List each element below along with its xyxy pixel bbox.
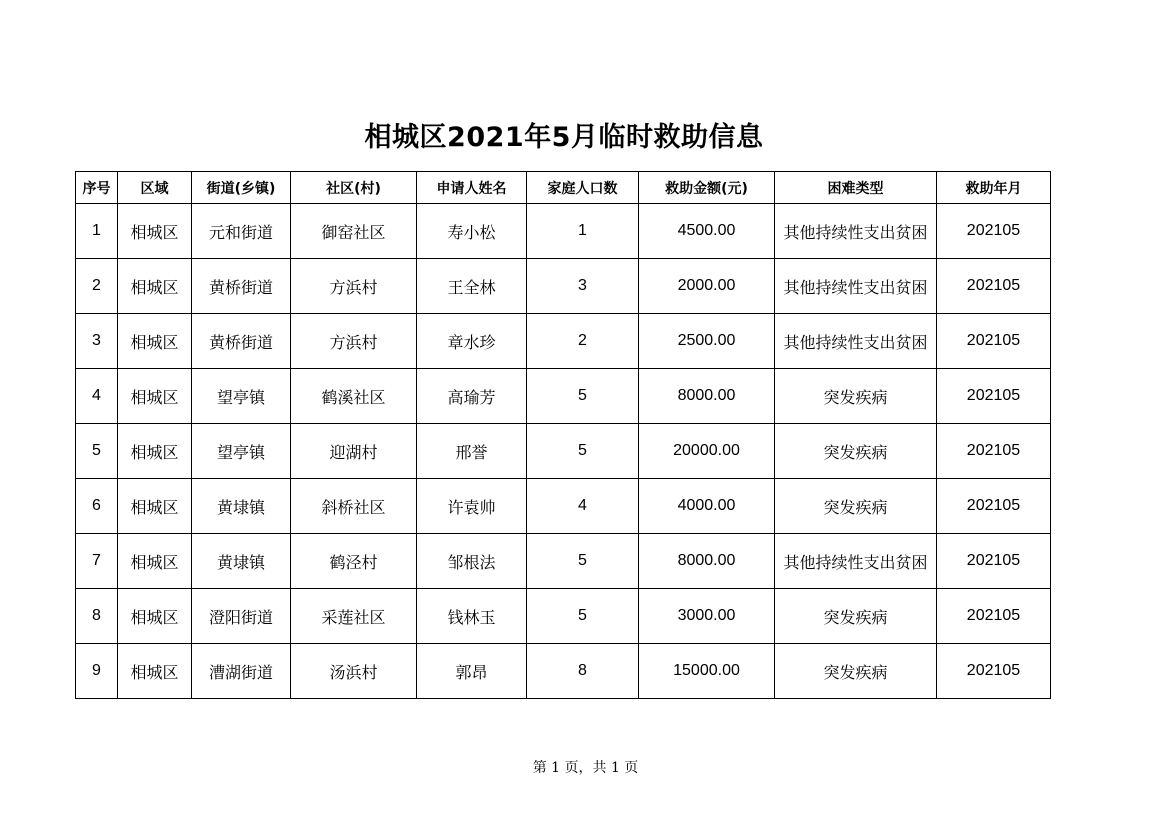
cell-applicant-name: 许袁帅 xyxy=(417,479,527,534)
cell-index: 9 xyxy=(76,644,118,699)
table-row xyxy=(76,424,1051,479)
cell-applicant-name: 章水珍 xyxy=(417,314,527,369)
cell-index: 1 xyxy=(76,204,118,259)
cell-applicant-name: 邢誉 xyxy=(417,424,527,479)
cell-applicant-name: 王全林 xyxy=(417,259,527,314)
cell-district: 相城区 xyxy=(118,259,192,314)
cell-relief-month: 202105 xyxy=(937,644,1051,699)
cell-applicant-name: 邹根法 xyxy=(417,534,527,589)
cell-hardship-type: 突发疾病 xyxy=(775,479,937,534)
header-district: 区域 xyxy=(118,172,192,204)
cell-household-size: 1 xyxy=(527,204,639,259)
cell-community-village: 采莲社区 xyxy=(291,589,417,644)
cell-street-town: 黄埭镇 xyxy=(192,479,291,534)
cell-applicant-name: 钱林玉 xyxy=(417,589,527,644)
cell-household-size: 3 xyxy=(527,259,639,314)
table-row xyxy=(76,369,1051,424)
cell-relief-month: 202105 xyxy=(937,479,1051,534)
cell-hardship-type: 其他持续性支出贫困 xyxy=(775,259,937,314)
cell-district: 相城区 xyxy=(118,589,192,644)
cell-street-town: 望亭镇 xyxy=(192,424,291,479)
cell-household-size: 5 xyxy=(527,589,639,644)
cell-district: 相城区 xyxy=(118,204,192,259)
table-row xyxy=(76,259,1051,314)
cell-household-size: 8 xyxy=(527,644,639,699)
header-household-size: 家庭人口数 xyxy=(527,172,639,204)
cell-community-village: 御窑社区 xyxy=(291,204,417,259)
cell-relief-month: 202105 xyxy=(937,534,1051,589)
table-header-row xyxy=(76,172,1051,204)
table-row xyxy=(76,204,1051,259)
header-index: 序号 xyxy=(76,172,118,204)
header-relief-month: 救助年月 xyxy=(937,172,1051,204)
table-row xyxy=(76,479,1051,534)
cell-index: 6 xyxy=(76,479,118,534)
document-title: 相城区2021年5月临时救助信息 xyxy=(364,122,764,153)
cell-relief-month: 202105 xyxy=(937,259,1051,314)
cell-household-size: 5 xyxy=(527,369,639,424)
cell-street-town: 澄阳街道 xyxy=(192,589,291,644)
relief-info-table xyxy=(75,171,1051,699)
table-body xyxy=(76,204,1051,699)
cell-household-size: 4 xyxy=(527,479,639,534)
cell-community-village: 斜桥社区 xyxy=(291,479,417,534)
cell-district: 相城区 xyxy=(118,534,192,589)
cell-street-town: 黄桥街道 xyxy=(192,314,291,369)
cell-community-village: 迎湖村 xyxy=(291,424,417,479)
cell-community-village: 鹤溪社区 xyxy=(291,369,417,424)
cell-hardship-type: 突发疾病 xyxy=(775,644,937,699)
cell-street-town: 漕湖街道 xyxy=(192,644,291,699)
cell-street-town: 黄埭镇 xyxy=(192,534,291,589)
cell-hardship-type: 其他持续性支出贫困 xyxy=(775,314,937,369)
table-row xyxy=(76,589,1051,644)
cell-index: 3 xyxy=(76,314,118,369)
cell-relief-amount: 4000.00 xyxy=(639,479,775,534)
page-footer: 第 1 页，共 1 页 xyxy=(532,760,639,776)
cell-district: 相城区 xyxy=(118,369,192,424)
cell-hardship-type: 突发疾病 xyxy=(775,589,937,644)
cell-relief-amount: 8000.00 xyxy=(639,369,775,424)
cell-relief-amount: 4500.00 xyxy=(639,204,775,259)
cell-applicant-name: 郭昂 xyxy=(417,644,527,699)
cell-index: 2 xyxy=(76,259,118,314)
cell-community-village: 方浜村 xyxy=(291,314,417,369)
cell-community-village: 方浜村 xyxy=(291,259,417,314)
cell-district: 相城区 xyxy=(118,314,192,369)
header-community-village: 社区(村) xyxy=(291,172,417,204)
cell-hardship-type: 突发疾病 xyxy=(775,424,937,479)
header-street-town: 街道(乡镇) xyxy=(192,172,291,204)
cell-relief-month: 202105 xyxy=(937,204,1051,259)
header-applicant-name: 申请人姓名 xyxy=(417,172,527,204)
cell-index: 8 xyxy=(76,589,118,644)
cell-district: 相城区 xyxy=(118,424,192,479)
cell-relief-amount: 15000.00 xyxy=(639,644,775,699)
cell-relief-month: 202105 xyxy=(937,424,1051,479)
cell-relief-month: 202105 xyxy=(937,589,1051,644)
cell-relief-month: 202105 xyxy=(937,369,1051,424)
cell-household-size: 2 xyxy=(527,314,639,369)
cell-relief-amount: 2500.00 xyxy=(639,314,775,369)
cell-street-town: 黄桥街道 xyxy=(192,259,291,314)
cell-community-village: 鹤泾村 xyxy=(291,534,417,589)
header-hardship-type: 困难类型 xyxy=(775,172,937,204)
cell-hardship-type: 其他持续性支出贫困 xyxy=(775,534,937,589)
cell-index: 5 xyxy=(76,424,118,479)
cell-household-size: 5 xyxy=(527,534,639,589)
table-row xyxy=(76,314,1051,369)
cell-relief-amount: 8000.00 xyxy=(639,534,775,589)
cell-hardship-type: 突发疾病 xyxy=(775,369,937,424)
cell-community-village: 汤浜村 xyxy=(291,644,417,699)
cell-district: 相城区 xyxy=(118,479,192,534)
table-row xyxy=(76,644,1051,699)
cell-relief-amount: 2000.00 xyxy=(639,259,775,314)
cell-street-town: 元和街道 xyxy=(192,204,291,259)
cell-household-size: 5 xyxy=(527,424,639,479)
table-row xyxy=(76,534,1051,589)
header-relief-amount: 救助金额(元) xyxy=(639,172,775,204)
cell-relief-month: 202105 xyxy=(937,314,1051,369)
cell-applicant-name: 高瑜芳 xyxy=(417,369,527,424)
cell-street-town: 望亭镇 xyxy=(192,369,291,424)
cell-district: 相城区 xyxy=(118,644,192,699)
cell-applicant-name: 寿小松 xyxy=(417,204,527,259)
cell-index: 7 xyxy=(76,534,118,589)
cell-relief-amount: 3000.00 xyxy=(639,589,775,644)
cell-hardship-type: 其他持续性支出贫困 xyxy=(775,204,937,259)
cell-relief-amount: 20000.00 xyxy=(639,424,775,479)
cell-index: 4 xyxy=(76,369,118,424)
